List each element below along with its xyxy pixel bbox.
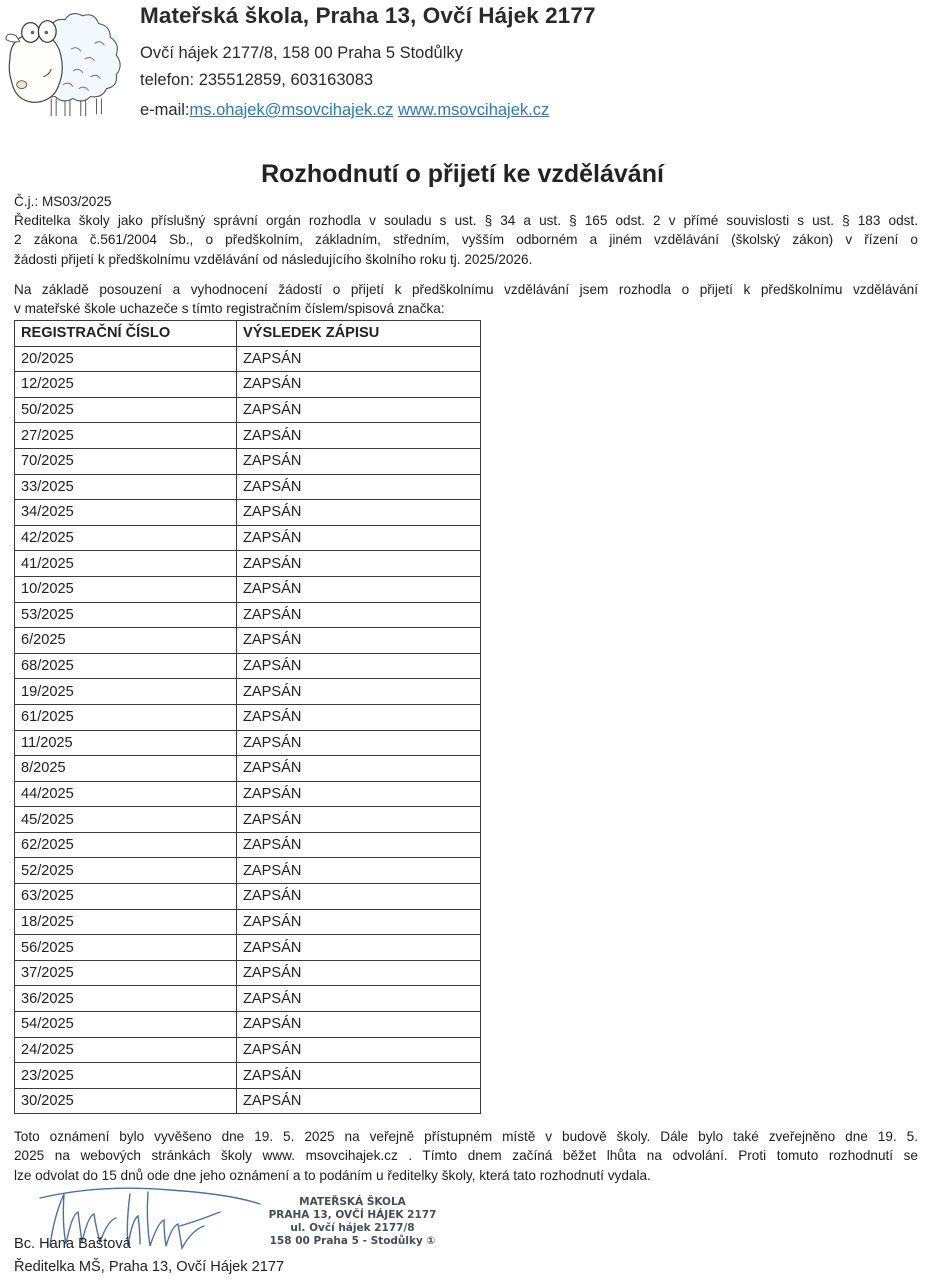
table-row bbox=[15, 730, 481, 756]
signatory-name: Bc. Hana Baštová bbox=[14, 1236, 131, 1252]
table-row bbox=[15, 474, 481, 500]
table-row bbox=[15, 1088, 481, 1114]
column-header-result: VÝSLEDEK ZÁPISU bbox=[237, 321, 481, 347]
stamp-line: MATEŘSKÁ ŠKOLA bbox=[299, 1196, 406, 1208]
stamp-line: ul. Ovčí hájek 2177/8 bbox=[290, 1222, 415, 1234]
decision-paragraph bbox=[14, 211, 918, 269]
table-row bbox=[15, 346, 481, 372]
result-cell: ZAPSÁN bbox=[237, 884, 481, 910]
result-cell: ZAPSÁN bbox=[237, 1063, 481, 1089]
school-name: Mateřská škola, Praha 13, Ovčí Hájek 2177 bbox=[140, 3, 596, 28]
paragraph-line: v mateřské škole uchazeče s tímto registračním číslem/spisová značka: bbox=[14, 301, 445, 317]
registration-number-cell: 61/2025 bbox=[15, 704, 237, 730]
registration-number-cell: 54/2025 bbox=[15, 1012, 237, 1038]
table-row bbox=[15, 576, 481, 602]
paragraph-line: Na základě posouzení a vyhodnocení žádostí o přijetí k předškolnímu vzdělávání jsem rozhodla o přijetí k předškolnímu vzdělávání bbox=[14, 282, 918, 297]
result-cell: ZAPSÁN bbox=[237, 960, 481, 986]
result-cell: ZAPSÁN bbox=[237, 551, 481, 577]
result-cell: ZAPSÁN bbox=[237, 986, 481, 1012]
registration-number-cell: 44/2025 bbox=[15, 781, 237, 807]
email-label: e-mail: bbox=[140, 101, 190, 119]
table-row bbox=[15, 935, 481, 961]
result-cell: ZAPSÁN bbox=[237, 346, 481, 372]
result-cell: ZAPSÁN bbox=[237, 372, 481, 398]
result-cell: ZAPSÁN bbox=[237, 653, 481, 679]
registration-number-cell: 23/2025 bbox=[15, 1063, 237, 1089]
registration-number-cell: 6/2025 bbox=[15, 628, 237, 654]
table-row bbox=[15, 1037, 481, 1063]
table-row bbox=[15, 832, 481, 858]
paragraph-line: lze odvolat do 15 dnů ode dne jeho oznámení a to podáním u ředitelky školy, která tato rozhodnutí vydala. bbox=[14, 1167, 651, 1183]
result-cell: ZAPSÁN bbox=[237, 704, 481, 730]
document-title: Rozhodnutí o přijetí ke vzdělávání bbox=[261, 160, 664, 188]
email-link[interactable]: ms.ohajek@msovcihajek.cz bbox=[189, 101, 394, 119]
registration-number-cell: 42/2025 bbox=[15, 525, 237, 551]
result-cell: ZAPSÁN bbox=[237, 909, 481, 935]
result-cell: ZAPSÁN bbox=[237, 423, 481, 449]
result-cell: ZAPSÁN bbox=[237, 679, 481, 705]
result-cell: ZAPSÁN bbox=[237, 525, 481, 551]
registration-number-cell: 68/2025 bbox=[15, 653, 237, 679]
table-row bbox=[15, 1063, 481, 1089]
registration-number-cell: 56/2025 bbox=[15, 935, 237, 961]
contact-line bbox=[140, 101, 549, 120]
registration-number-cell: 20/2025 bbox=[15, 346, 237, 372]
paragraph-line: Toto oznámení bylo vyvěšeno dne 19. 5. 2025 na veřejně přístupném místě v budově školy. Dále bylo také zveřejněno dne 19. 5. bbox=[14, 1129, 918, 1144]
registration-number-cell: 10/2025 bbox=[15, 576, 237, 602]
registration-number-cell: 41/2025 bbox=[15, 551, 237, 577]
website-link[interactable]: www.msovcihajek.cz bbox=[397, 101, 550, 119]
table-row bbox=[15, 423, 481, 449]
table-row bbox=[15, 397, 481, 423]
registration-number-cell: 53/2025 bbox=[15, 602, 237, 628]
result-cell: ZAPSÁN bbox=[237, 781, 481, 807]
registration-number-cell: 33/2025 bbox=[15, 474, 237, 500]
result-cell: ZAPSÁN bbox=[237, 602, 481, 628]
registration-table bbox=[14, 320, 481, 1114]
table-row bbox=[15, 500, 481, 526]
result-cell: ZAPSÁN bbox=[237, 1037, 481, 1063]
result-cell: ZAPSÁN bbox=[237, 576, 481, 602]
result-cell: ZAPSÁN bbox=[237, 730, 481, 756]
result-cell: ZAPSÁN bbox=[237, 448, 481, 474]
result-cell: ZAPSÁN bbox=[237, 858, 481, 884]
result-cell: ZAPSÁN bbox=[237, 1012, 481, 1038]
table-row bbox=[15, 986, 481, 1012]
registration-number-cell: 34/2025 bbox=[15, 500, 237, 526]
table-row bbox=[15, 653, 481, 679]
table-row bbox=[15, 372, 481, 398]
paragraph-line: 2 zákona č.561/2004 Sb., o předškolním, základním, středním, vyšším odborném a jiném vzdělávání (školský zákon) v řízení o bbox=[14, 232, 918, 248]
table-row bbox=[15, 756, 481, 782]
table-row bbox=[15, 704, 481, 730]
result-cell: ZAPSÁN bbox=[237, 397, 481, 423]
registration-number-cell: 12/2025 bbox=[15, 372, 237, 398]
registration-number-cell: 36/2025 bbox=[15, 986, 237, 1012]
table-row bbox=[15, 960, 481, 986]
registration-number-cell: 18/2025 bbox=[15, 909, 237, 935]
result-cell: ZAPSÁN bbox=[237, 474, 481, 500]
table-row bbox=[15, 602, 481, 628]
table-row bbox=[15, 448, 481, 474]
paragraph-line: žádosti přijetí k předškolnímu vzdělávání od následujícího školního roku tj. 2025/2026. bbox=[14, 251, 533, 267]
result-cell: ZAPSÁN bbox=[237, 628, 481, 654]
notice-paragraph bbox=[14, 1127, 918, 1185]
table-row bbox=[15, 628, 481, 654]
table-row bbox=[15, 858, 481, 884]
registration-number-cell: 30/2025 bbox=[15, 1088, 237, 1114]
registration-number-cell: 24/2025 bbox=[15, 1037, 237, 1063]
result-cell: ZAPSÁN bbox=[237, 1088, 481, 1114]
paragraph-line: 2025 na webových stránkách školy www. msovcihajek.cz . Tímto dnem začíná běžet lhůta na odvolání. Proti tomuto rozhodnutí se bbox=[14, 1148, 918, 1164]
registration-number-cell: 52/2025 bbox=[15, 858, 237, 884]
result-cell: ZAPSÁN bbox=[237, 756, 481, 782]
table-row bbox=[15, 679, 481, 705]
registration-number-cell: 11/2025 bbox=[15, 730, 237, 756]
sheep-logo-icon bbox=[2, 0, 130, 128]
column-header-registration-number: REGISTRAČNÍ ČÍSLO bbox=[15, 321, 237, 347]
intro-paragraph bbox=[14, 280, 918, 319]
registration-number-cell: 19/2025 bbox=[15, 679, 237, 705]
table-row bbox=[15, 781, 481, 807]
school-address: Ovčí hájek 2177/8, 158 00 Praha 5 Stodůlky bbox=[140, 44, 463, 62]
result-cell: ZAPSÁN bbox=[237, 500, 481, 526]
reference-number: Č.j.: MS03/2025 bbox=[14, 194, 112, 209]
result-cell: ZAPSÁN bbox=[237, 832, 481, 858]
registration-number-cell: 70/2025 bbox=[15, 448, 237, 474]
signatory-role: Ředitelka MŠ, Praha 13, Ovčí Hájek 2177 bbox=[14, 1259, 285, 1275]
paragraph-line: Ředitelka školy jako příslušný správní orgán rozhodla v souladu s ust. § 34 a ust. § 165 odst. 2 v přímé souvislosti s ust. § 183 odst. bbox=[14, 213, 918, 228]
stamp-line: PRAHA 13, OVČÍ HÁJEK 2177 bbox=[268, 1209, 437, 1221]
result-cell: ZAPSÁN bbox=[237, 935, 481, 961]
school-phone: telefon: 235512859, 603163083 bbox=[140, 71, 374, 89]
table-row bbox=[15, 807, 481, 833]
registration-number-cell: 37/2025 bbox=[15, 960, 237, 986]
registration-number-cell: 27/2025 bbox=[15, 423, 237, 449]
registration-number-cell: 50/2025 bbox=[15, 397, 237, 423]
registration-number-cell: 45/2025 bbox=[15, 807, 237, 833]
table-row bbox=[15, 525, 481, 551]
table-row bbox=[15, 909, 481, 935]
official-stamp bbox=[250, 1196, 455, 1248]
table-row bbox=[15, 1012, 481, 1038]
table-row bbox=[15, 551, 481, 577]
table-row bbox=[15, 884, 481, 910]
stamp-line: 158 00 Praha 5 - Stodůlky ① bbox=[269, 1235, 436, 1247]
registration-number-cell: 8/2025 bbox=[15, 756, 237, 782]
result-cell: ZAPSÁN bbox=[237, 807, 481, 833]
table-header-row bbox=[15, 321, 481, 347]
registration-number-cell: 62/2025 bbox=[15, 832, 237, 858]
registration-number-cell: 63/2025 bbox=[15, 884, 237, 910]
